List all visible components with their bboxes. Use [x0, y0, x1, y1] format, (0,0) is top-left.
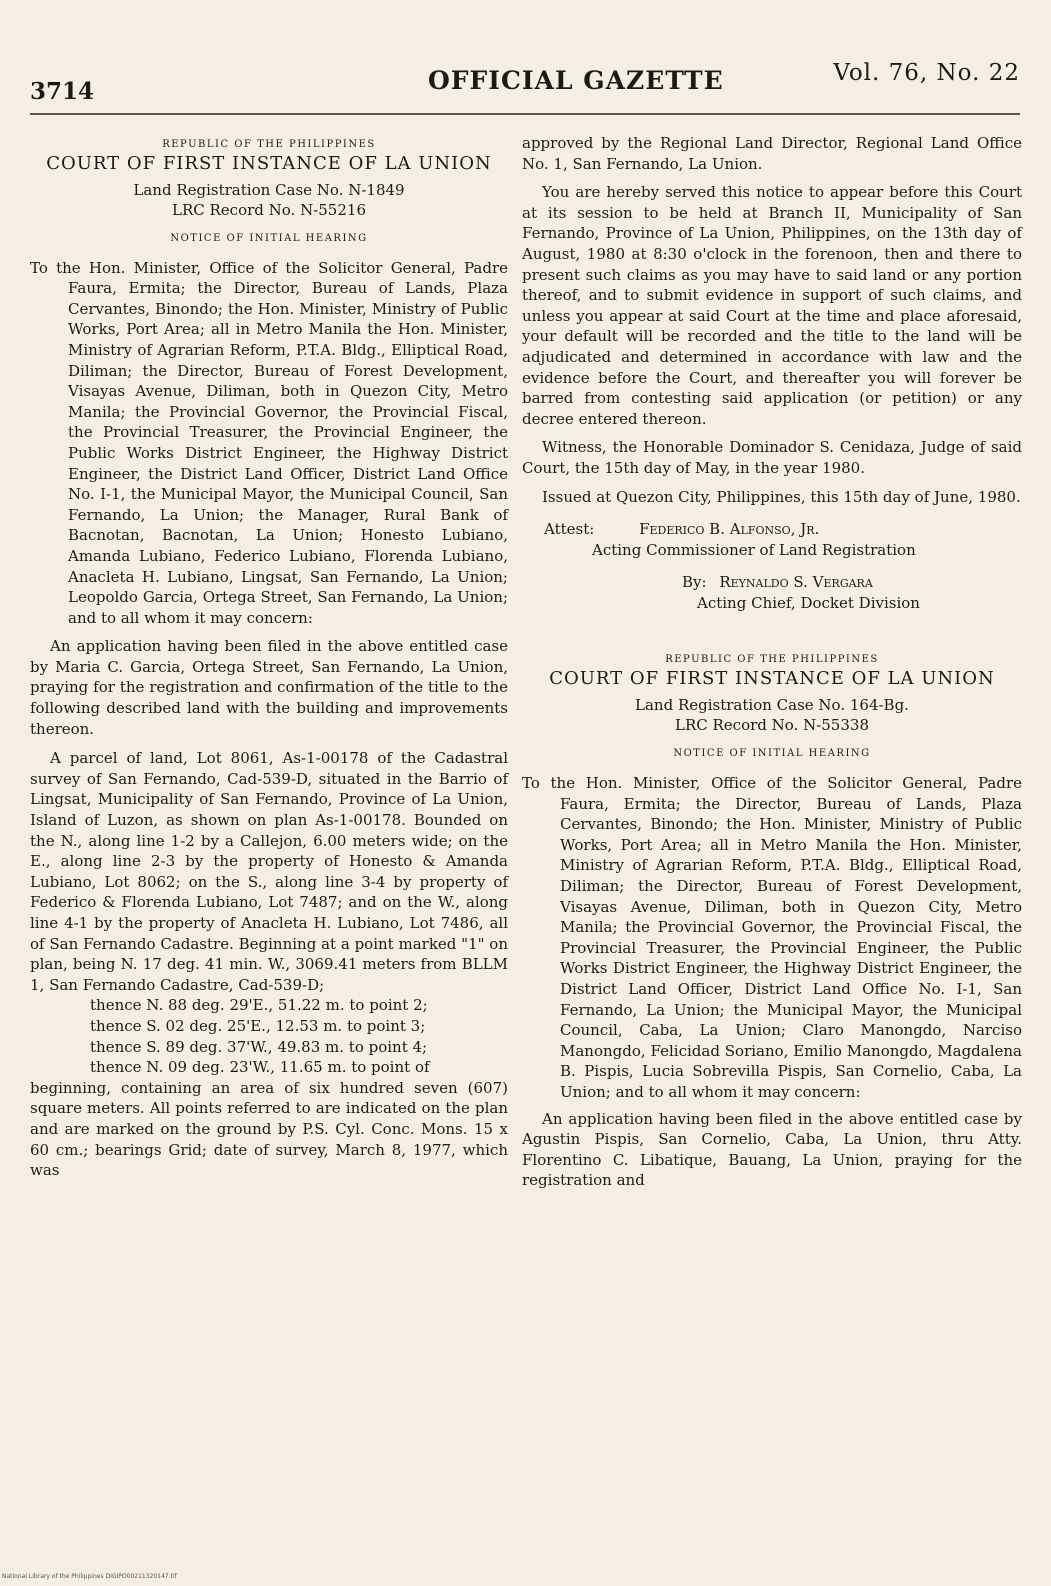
page-header [30, 58, 1020, 105]
approval-continued: approved by the Regional Land Director, Regional Land Office No. 1, San Fernando, La Union. [522, 134, 1022, 173]
issued-paragraph: Issued at Quezon City, Philippines, this 15th day of June, 1980. [542, 487, 1021, 506]
right-column [522, 133, 1022, 1191]
by-name: Reynaldo S. Vergara [719, 573, 873, 592]
left-column [30, 133, 508, 1181]
attest-name: Federico B. Alfonso, Jr. [639, 520, 820, 539]
bearing-line: thence N. 88 deg. 29'E., 51.22 m. to point 2; [90, 996, 428, 1015]
by-title: Acting Chief, Docket Division [697, 593, 920, 612]
second-notice [522, 653, 1022, 1190]
court-heading: COURT OF FIRST INSTANCE OF LA UNION [549, 668, 995, 690]
scan-footer: National Library of the Philippines DIGIPO00211320147.tif [2, 1573, 177, 1580]
served-paragraph: You are hereby served this notice to appear before this Court at its session to be held at Branch II, Municipality of San Fernando, Province of La Union, Philippines, on the 13th day of August, 1980 at 8:30 o'clock in the forenoon, then and there to present such claims as you may have to said land or any portion thereof, and to submit evidence in support of such claims, and unless you appear at said Court at the time and place aforesaid, your default will be recorded and the title to the land will be adjudicated and determined in accordance with law and the evidence before the Court, and thereafter you will forever be barred from contesting said application (or petition) or any decree entered thereon. [522, 183, 1022, 428]
republic-heading: REPUBLIC OF THE PHILIPPINES [162, 139, 376, 150]
republic-heading: REPUBLIC OF THE PHILIPPINES [665, 654, 879, 666]
bearing-line: thence N. 09 deg. 23'W., 11.65 m. to point of [90, 1058, 430, 1077]
attest-label: Attest: [544, 520, 595, 539]
addressees-paragraph: To the Hon. Minister, Office of the Solicitor General, Padre Faura, Ermita; the Director, Bureau of Lands, Plaza Cervantes, Binondo; the Hon. Minister, Ministry of Public Works, Port Area; all in Metro Manila the Hon. Minister, Ministry of Agrarian Reform, P.T.A. Bldg., Elliptical Road, Diliman; the Director, Bureau of Forest Development, Visayas Avenue, Diliman, both in Quezon City, Metro Manila; the Provincial Governor, the Provincial Fiscal, the Provincial Treasurer, the Provincial Engineer, the Public Works District Engineer, the Highway District Engineer, the District Land Officer, District Land Office No. I-1, the Municipal Mayor, the Municipal Council, San Fernando, La Union; the Manager, Rural Bank of Bacnotan, Bacnotan, La Union; Honesto Lubiano, Amanda Lubiano, Federico Lubiano, Florenda Lubiano, Anacleta H. Lubiano, Lingsat, San Fernando, La Union; Leopoldo Garcia, Ortega Street, San Fernando, La Union; and to all whom it may concern: [30, 258, 508, 627]
lrc-record: LRC Record No. N-55338 [675, 716, 869, 735]
lrc-record: LRC Record No. N-55216 [172, 201, 366, 219]
attest-title: Acting Commissioner of Land Registration [592, 540, 916, 559]
notice-title: NOTICE OF INITIAL HEARING [673, 748, 871, 760]
bearing-line: thence S. 89 deg. 37'W., 49.83 m. to point 4; [90, 1037, 428, 1056]
page-number: 3714 [30, 78, 95, 105]
case-number: Land Registration Case No. 164-Bg. [635, 696, 909, 715]
bearing-line: thence S. 02 deg. 25'E., 12.53 m. to point 3; [90, 1016, 426, 1035]
notice-title: NOTICE OF INITIAL HEARING [170, 233, 368, 244]
bearings-list [30, 995, 508, 1077]
by-label: By: [682, 573, 707, 592]
attest-block [522, 519, 1022, 613]
witness-paragraph: Witness, the Honorable Dominador S. Cenidaza, Judge of said Court, the 15th day of May, in the year 1980. [522, 438, 1022, 477]
gazette-title: OFFICIAL GAZETTE [428, 66, 724, 95]
survey-closing: beginning, containing an area of six hundred seven (607) square meters. All points referred to are indicated on the plan and are marked on the ground by P.S. Cyl. Conc. Mons. 15 x 60 cm.; bearings Grid; date of survey, March 8, 1977, which was [30, 1078, 508, 1180]
addressees-paragraph: To the Hon. Minister, Office of the Solicitor General, Padre Faura, Ermita; the Director, Bureau of Lands, Plaza Cervantes, Binondo; the Hon. Minister, Ministry of Public Works, Port Area; all in Metro Manila the Hon. Minister, Ministry of Agrarian Reform, P.T.A. Bldg., Elliptical Road, Diliman; the Director, Bureau of Forest Development, Visayas Avenue, Diliman, both in Quezon City, Metro Manila; the Provincial Governor, the Provincial Fiscal, the Provincial Treasurer, the Provincial Engineer, the Public Works District Engineer, the Highway District Engineer, the District Land Officer, District Land Office No. I-1, San Fernando, La Union; the Municipal Mayor, the Municipal Council, Caba, La Union; Claro Manongdo, Narciso Manongdo, Felicidad Soriano, Emilio Manongdo, Magdalena B. Pispis, Lucia Sobrevilla Pispis, San Cornelio, Caba, La Union; and to all whom it may concern: [522, 774, 1022, 1101]
volume-number: Vol. 76, No. 22 [833, 60, 1020, 86]
application-paragraph: An application having been filed in the above entitled case by Maria C. Garcia, Ortega Street, San Fernando, La Union, praying for the registration and confirmation of the title to the following described land with the building and improvements thereon. [30, 637, 508, 738]
application-paragraph: An application having been filed in the above entitled case by Agustin Pispis, San Cornelio, Caba, La Union, thru Atty. Florentino C. Libatique, Bauang, La Union, praying for the registration and [522, 1109, 1022, 1190]
parcel-description: A parcel of land, Lot 8061, As-1-00178 of the Cadastral survey of San Fernando, Cad-539-D, situated in the Barrio of Lingsat, Municipality of San Fernando, Province of La Union, Island of Luzon, as shown on plan As-1-00178. Bounded on the N., along line 1-2 by a Callejon, 6.00 meters wide; on the E., along line 2-3 by the property of Honesto & Amanda Lubiano, Lot 8062; on the S., along line 3-4 by property of Federico & Florenda Lubiano, Lot 7487; and on the W., along line 4-1 by the property of Anacleta H. Lubiano, Lot 7486, all of San Fernando Cadastre. Beginning at a point marked "1" on plan, being N. 17 deg. 41 min. W., 3069.41 meters from BLLM 1, San Fernando Cadastre, Cad-539-D; [30, 749, 508, 994]
case-number: Land Registration Case No. N-1849 [133, 181, 405, 199]
header-rule [30, 113, 1020, 115]
court-heading: COURT OF FIRST INSTANCE OF LA UNION [46, 153, 492, 174]
